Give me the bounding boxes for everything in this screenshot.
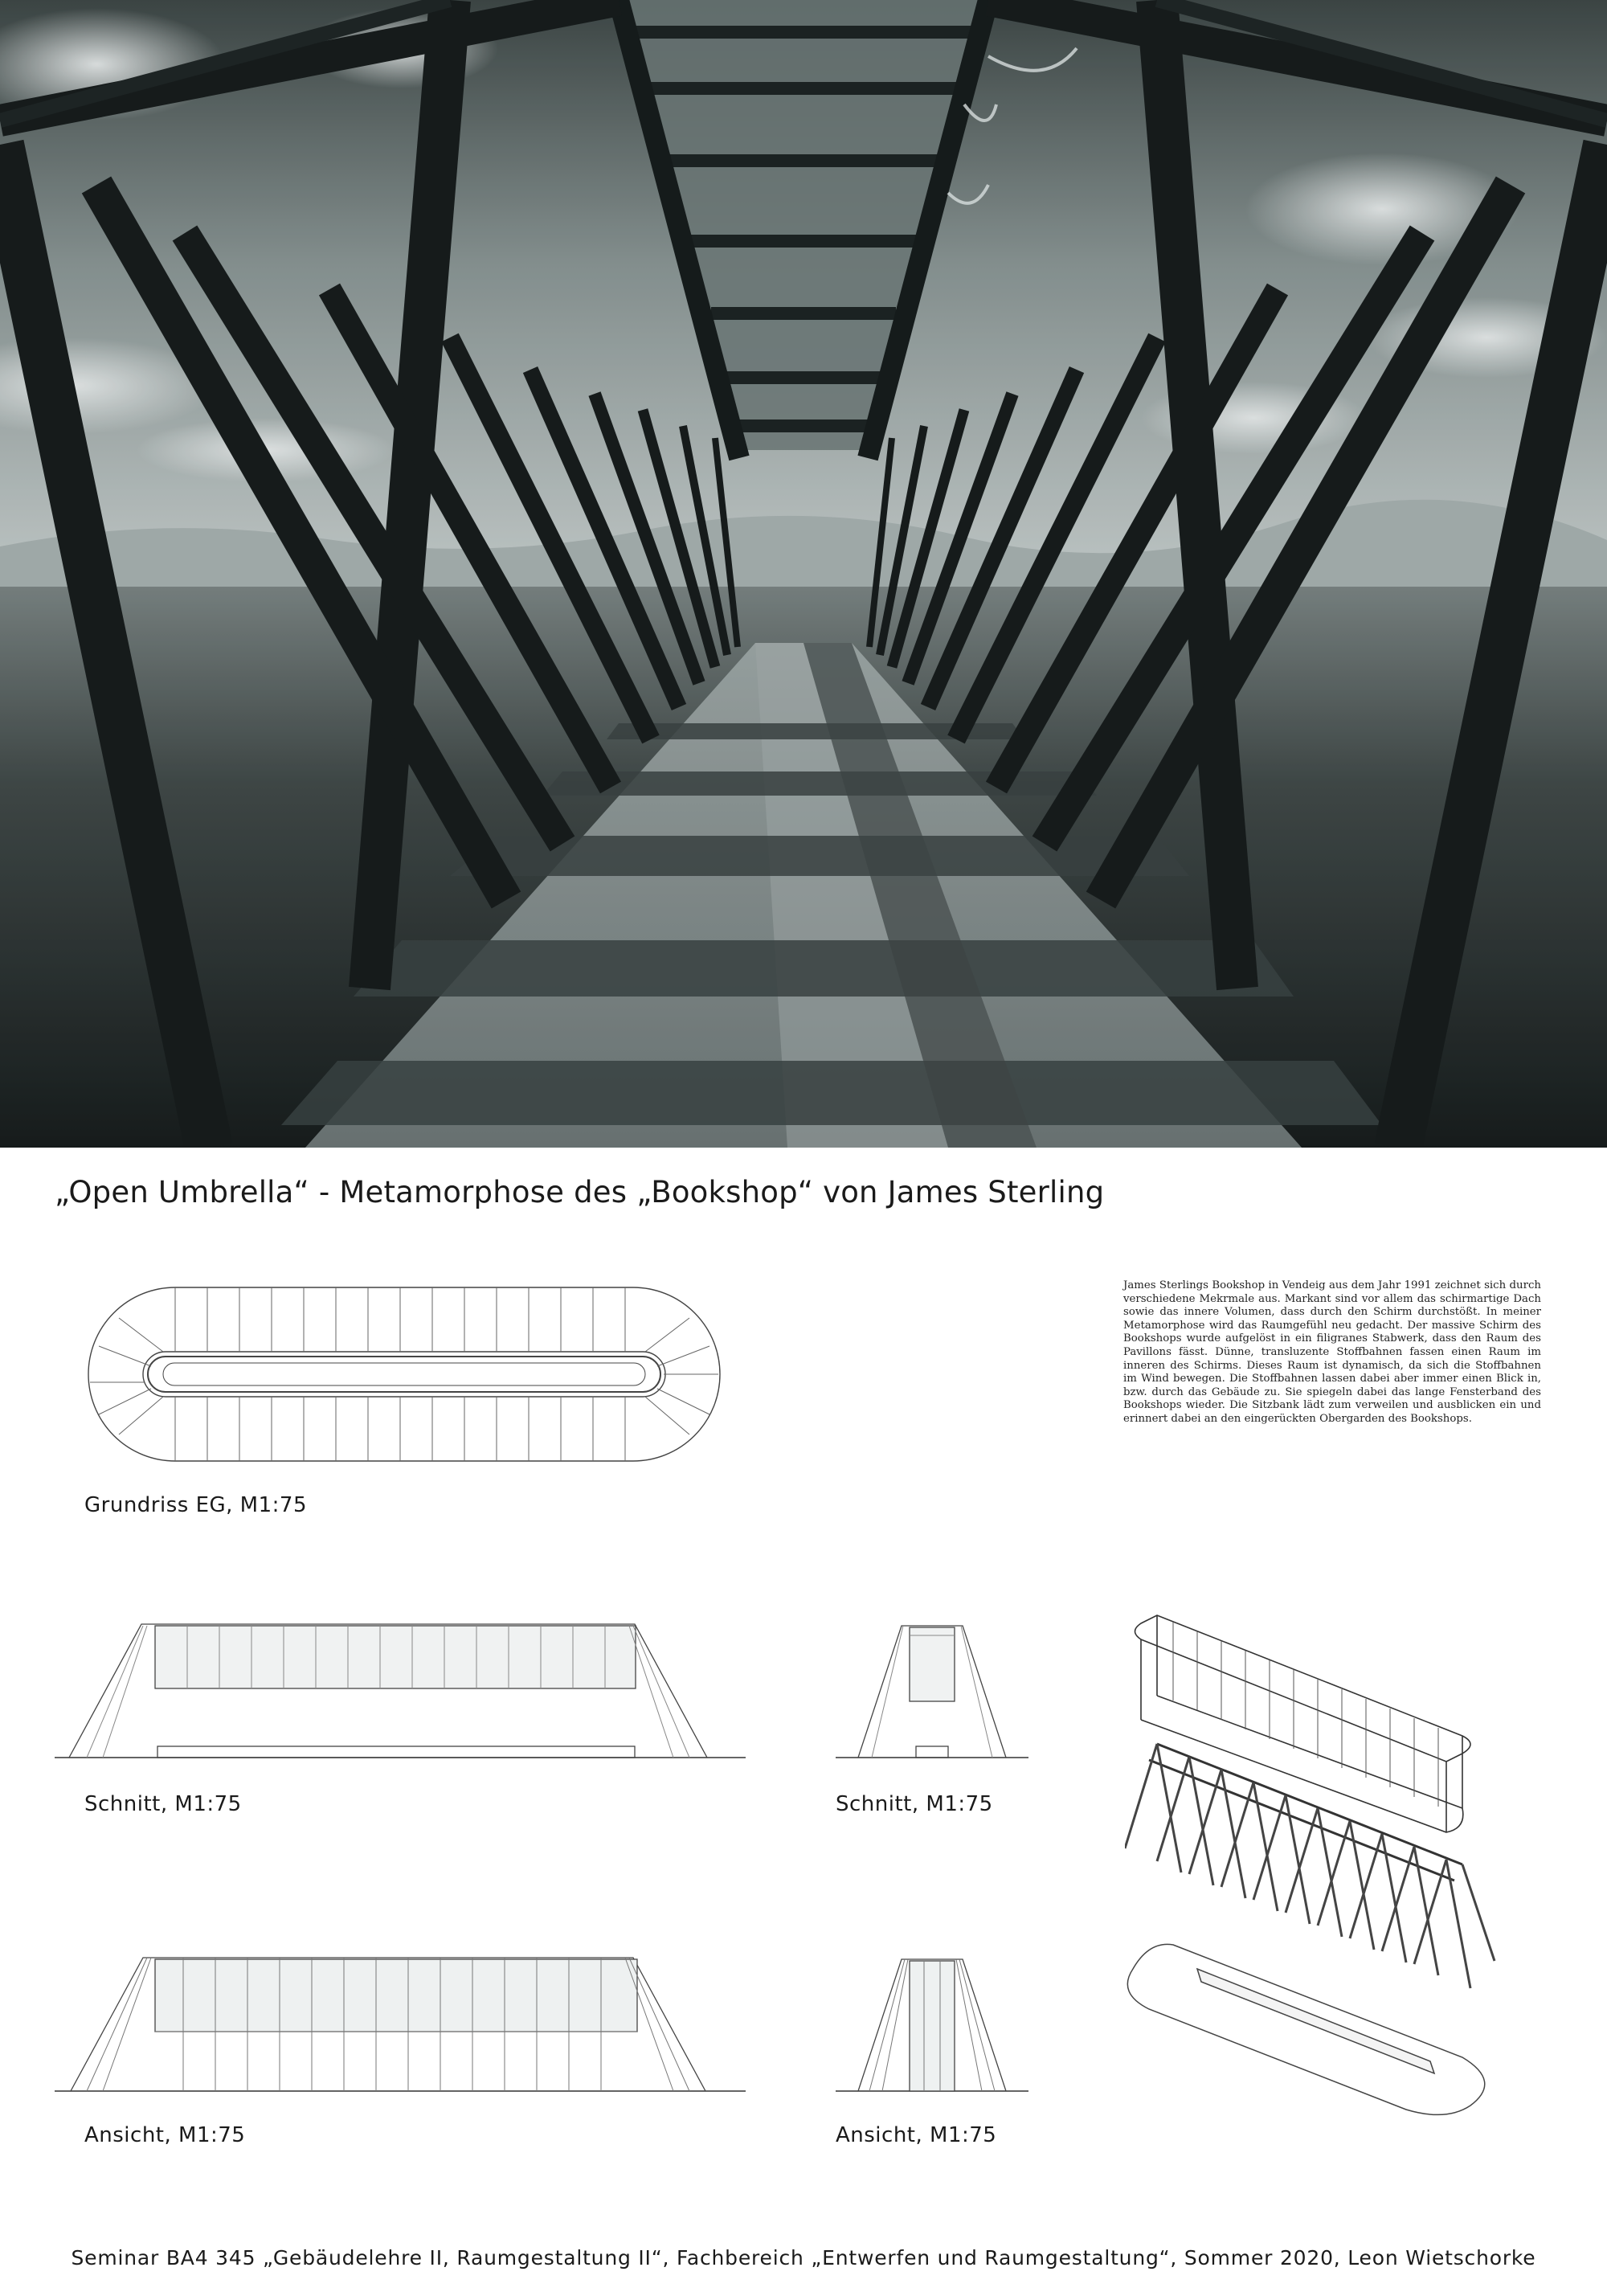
section-long-drawing (55, 1619, 746, 1767)
footer-credits: Seminar BA4 345 „Gebäudelehre II, Raumgestaltung II“, Fachbereich „Entwerfen und Raumgestaltung“, Sommer 2020, Leon Wietschorke (71, 2246, 1536, 2269)
section-long-caption: Schnitt, M1:75 (84, 1792, 242, 1816)
elevation-long-caption: Ansicht, M1:75 (84, 2123, 246, 2147)
section-short-caption: Schnitt, M1:75 (836, 1792, 993, 1816)
elevation-long-drawing (55, 1953, 746, 2101)
plan-caption: Grundriss EG, M1:75 (84, 1493, 307, 1517)
project-description: James Sterlings Bookshop in Vendeig aus dem Jahr 1991 zeichnet sich durch verschiedene Mekrmale aus. Markant sind vor allem das schirmartige Dach sowie das innere Volumen, dass durch den Schirm durchstößt. In meiner Metamorphose wird das Raumgefühl neu gedacht. Der massive Schirm des Bookshops wurde aufgelöst in ein filigranes Stabwerk, dass den Raum des Pavillons fässt. Dünne, transluzente Stoffbahnen fassen einen Raum im inneren des Schirms. Dieses Raum ist dynamisch, da sich die Stoffbahnen im Wind bewegen. Die Stoffbahnen lassen dabei aber immer einen Blick in, bzw. durch das Gebäude zu. Sie spiegeln dabei das lange Fensterband des Bookshops wieder. Die Sitzbank lädt zum verweilen und ausblicken ein und erinnert dabei an den eingerückten Obergarden des Bookshops. (1123, 1279, 1541, 1425)
poster-title: „Open Umbrella“ - Metamorphose des „Bookshop“ von James Sterling (55, 1175, 1105, 1209)
elevation-short-drawing (836, 1953, 1028, 2101)
elevation-short-caption: Ansicht, M1:75 (836, 2123, 997, 2147)
exploded-axonometric-icon (1125, 1607, 1511, 2141)
section-short-drawing (836, 1619, 1028, 1767)
floor-plan-drawing (87, 1286, 722, 1466)
